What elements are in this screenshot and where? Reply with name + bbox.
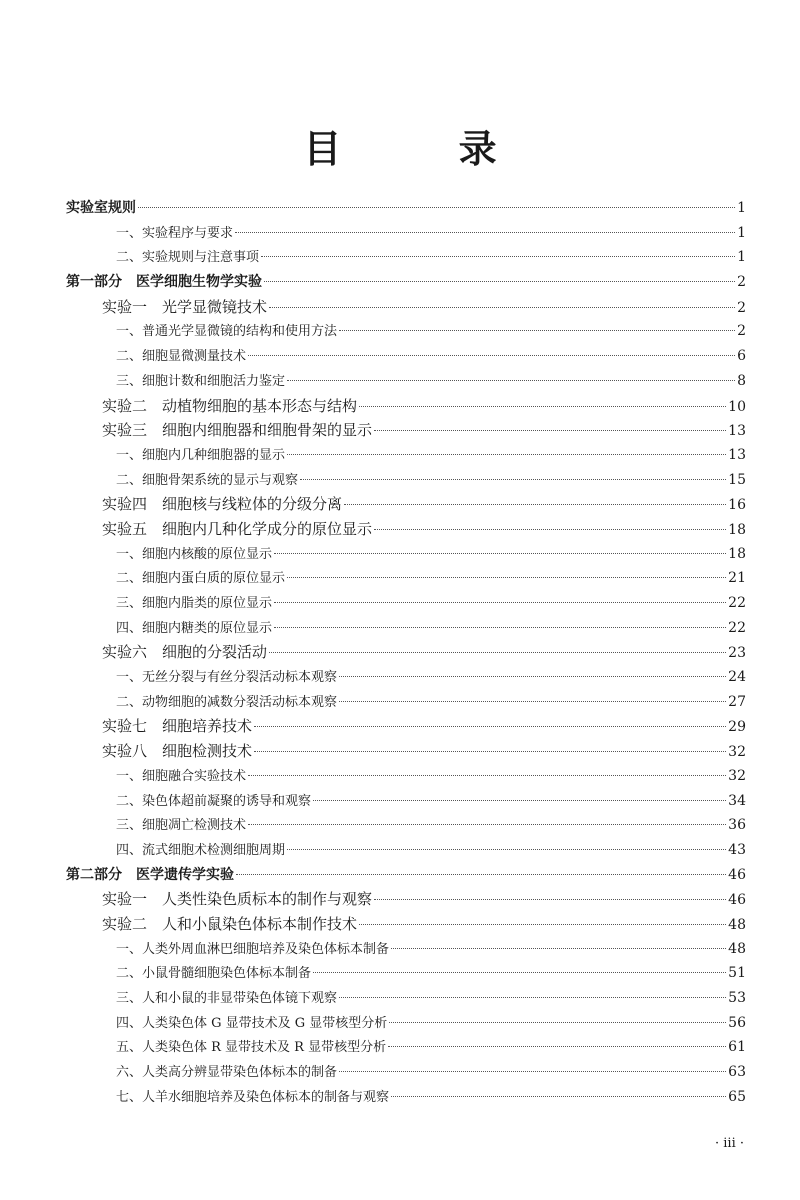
toc-entry-label: 实验一 光学显微镜技术 <box>102 297 268 316</box>
dot-leader <box>254 726 726 727</box>
toc-section-entry[interactable] <box>66 319 746 344</box>
dot-leader <box>359 406 726 407</box>
toc-section-entry[interactable] <box>66 221 746 246</box>
toc-chapter-entry[interactable] <box>66 739 746 764</box>
toc-entry-label: 一、普通光学显微镜的结构和使用方法 <box>116 324 338 340</box>
toc-entry-label: 实验五 细胞内几种化学成分的原位显示 <box>102 519 373 538</box>
toc-chapter-entry[interactable] <box>66 887 746 912</box>
toc-entry-page: 13 <box>728 446 746 463</box>
toc-entry-label: 五、人类染色体 R 显带技术及 R 显带核型分析 <box>116 1040 387 1056</box>
toc-section-entry[interactable] <box>66 764 746 789</box>
dot-leader <box>261 256 735 257</box>
dot-leader <box>388 1046 726 1047</box>
toc-entry-label: 实验二 人和小鼠染色体标本制作技术 <box>102 914 358 933</box>
dot-leader <box>248 824 726 825</box>
toc-entry-label: 第一部分 医学细胞生物学实验 <box>66 274 262 291</box>
toc-entry-page: 1 <box>737 200 746 216</box>
toc-entry-page: 2 <box>737 299 746 316</box>
toc-section-entry[interactable] <box>66 369 746 394</box>
toc-entry-page: 51 <box>728 965 746 982</box>
toc-entry-page: 32 <box>728 767 746 784</box>
toc-entry-page: 2 <box>737 323 746 340</box>
toc-entry-page: 21 <box>728 570 746 587</box>
toc-entry-label: 二、细胞内蛋白质的原位显示 <box>116 571 286 587</box>
toc-section-entry[interactable] <box>66 1085 746 1110</box>
toc-entry-page: 1 <box>737 249 746 266</box>
dot-leader <box>391 948 726 949</box>
dot-leader <box>313 972 726 973</box>
toc-entry-label: 二、细胞显微测量技术 <box>116 349 247 365</box>
dot-leader <box>374 899 726 900</box>
toc-entry-page: 10 <box>728 398 746 415</box>
dot-leader <box>274 602 726 603</box>
toc-entry-label: 六、人类高分辨显带染色体标本的制备 <box>116 1065 338 1081</box>
dot-leader <box>300 479 726 480</box>
toc-section-entry[interactable] <box>66 665 746 690</box>
toc-entry-label: 一、细胞内几种细胞器的显示 <box>116 447 286 463</box>
dot-leader <box>274 627 726 628</box>
toc-entry-label: 第二部分 医学遗传学实验 <box>66 866 234 883</box>
dot-leader <box>339 676 726 677</box>
toc-entry-label: 一、细胞内核酸的原位显示 <box>116 546 273 562</box>
toc-entry-label: 二、小鼠骨髓细胞染色体标本制备 <box>116 966 312 982</box>
dot-leader <box>287 454 726 455</box>
toc-entry-label: 实验八 细胞检测技术 <box>102 742 253 761</box>
toc-section-entry[interactable] <box>66 789 746 814</box>
toc-entry-page: 13 <box>728 423 746 440</box>
toc-entry-page: 53 <box>728 990 746 1006</box>
dot-leader <box>269 652 726 653</box>
toc-entry-label: 一、人类外周血淋巴细胞培养及染色体标本制备 <box>116 941 390 957</box>
toc-entry-label: 二、动物细胞的减数分裂活动标本观察 <box>116 694 338 710</box>
toc-entry-page: 16 <box>728 497 746 514</box>
toc-entry-label: 实验一 人类性染色质标本的制作与观察 <box>102 890 373 909</box>
toc-section-entry[interactable] <box>66 838 746 863</box>
toc-entry-label: 三、细胞凋亡检测技术 <box>116 818 247 834</box>
dot-leader <box>374 430 726 431</box>
toc-chapter-entry[interactable] <box>66 912 746 937</box>
toc-section-entry[interactable] <box>66 443 746 468</box>
dot-leader <box>359 924 726 925</box>
toc-entry-label: 七、人羊水细胞培养及染色体标本的制备与观察 <box>116 1089 390 1105</box>
dot-leader <box>344 504 726 505</box>
toc-entry-label: 一、实验程序与要求 <box>116 225 234 241</box>
toc-chapter-entry[interactable] <box>66 640 746 665</box>
toc-entry-page: 56 <box>728 1014 746 1031</box>
toc-chapter-entry[interactable] <box>66 418 746 443</box>
toc-entry-page: 65 <box>728 1088 746 1105</box>
toc-entry-page: 43 <box>728 841 746 858</box>
toc-entry-label: 二、细胞骨架系统的显示与观察 <box>116 472 299 488</box>
dot-leader <box>254 751 726 752</box>
toc-entry-page: 34 <box>728 792 746 809</box>
dot-leader <box>287 380 735 381</box>
dot-leader <box>389 1022 726 1023</box>
toc-chapter-entry[interactable] <box>66 714 746 739</box>
toc-section-entry[interactable] <box>66 542 746 567</box>
toc-entry-label: 实验室规则 <box>66 200 136 216</box>
toc-chapter-entry[interactable] <box>66 492 746 517</box>
toc-entry-page: 32 <box>728 744 746 761</box>
toc-entry-page: 23 <box>728 645 746 662</box>
toc-entry-label: 实验三 细胞内细胞器和细胞骨架的显示 <box>102 421 373 440</box>
toc-entry-page: 61 <box>728 1039 746 1056</box>
toc-entry-label: 实验六 细胞的分裂活动 <box>102 643 268 662</box>
toc-entry-label: 二、染色体超前凝聚的诱导和观察 <box>116 793 312 809</box>
toc-entry-label: 二、实验规则与注意事项 <box>116 250 260 266</box>
toc-entry-page: 2 <box>737 274 746 291</box>
toc-entry-label: 实验七 细胞培养技术 <box>102 717 253 736</box>
dot-leader <box>313 800 726 801</box>
dot-leader <box>339 997 726 998</box>
toc-entry-page: 1 <box>737 224 746 241</box>
toc-chapter-entry[interactable] <box>66 394 746 419</box>
toc-entry-page: 18 <box>728 521 746 538</box>
toc-chapter-entry[interactable] <box>66 295 746 320</box>
toc-entry-page: 48 <box>728 940 746 957</box>
toc-section-entry[interactable] <box>66 344 746 369</box>
toc-section-entry[interactable] <box>66 986 746 1011</box>
dot-leader <box>287 849 726 850</box>
dot-leader <box>248 355 735 356</box>
dot-leader <box>236 874 726 875</box>
toc-entry-label: 四、流式细胞术检测细胞周期 <box>116 842 286 858</box>
toc-section-entry[interactable] <box>66 468 746 493</box>
toc-section-entry[interactable] <box>66 245 746 270</box>
toc-entry-page: 15 <box>728 471 746 488</box>
toc-part-entry[interactable] <box>66 863 746 888</box>
toc-entry-page: 46 <box>728 892 746 909</box>
toc-entry-page: 22 <box>728 595 746 611</box>
toc-part-entry[interactable] <box>66 196 746 221</box>
toc-entry-page: 22 <box>728 619 746 636</box>
dot-leader <box>274 553 726 554</box>
toc-entry-label: 四、细胞内糖类的原位显示 <box>116 620 273 636</box>
toc-section-entry[interactable] <box>66 813 746 838</box>
toc-entry-label: 三、细胞计数和细胞活力鉴定 <box>116 373 286 389</box>
toc-list <box>66 196 746 1109</box>
toc-section-entry[interactable] <box>66 1035 746 1060</box>
dot-leader <box>374 529 726 530</box>
toc-entry-page: 48 <box>728 916 746 933</box>
dot-leader <box>339 1071 726 1072</box>
dot-leader <box>138 207 735 208</box>
toc-entry-page: 24 <box>728 669 746 686</box>
page-number: · iii · <box>714 1136 744 1151</box>
toc-entry-label: 四、人类染色体 G 显带技术及 G 显带核型分析 <box>116 1015 388 1031</box>
toc-entry-page: 8 <box>737 372 746 389</box>
toc-section-entry[interactable] <box>66 591 746 616</box>
toc-entry-label: 实验四 细胞核与线粒体的分级分离 <box>102 495 343 514</box>
dot-leader <box>269 307 735 308</box>
toc-entry-page: 46 <box>728 866 746 883</box>
toc-entry-label: 实验二 动植物细胞的基本形态与结构 <box>102 396 358 415</box>
toc-entry-page: 27 <box>728 693 746 710</box>
toc-entry-page: 63 <box>728 1064 746 1081</box>
dot-leader <box>248 775 726 776</box>
toc-entry-page: 29 <box>728 719 746 736</box>
toc-chapter-entry[interactable] <box>66 517 746 542</box>
toc-part-entry[interactable] <box>66 270 746 295</box>
toc-section-entry[interactable] <box>66 616 746 641</box>
toc-section-entry[interactable] <box>66 937 746 962</box>
dot-leader <box>287 577 726 578</box>
dot-leader <box>391 1096 726 1097</box>
toc-entry-page: 18 <box>728 545 746 562</box>
dot-leader <box>264 281 735 282</box>
toc-entry-page: 36 <box>728 817 746 834</box>
dot-leader <box>235 232 735 233</box>
toc-entry-label: 一、细胞融合实验技术 <box>116 768 247 784</box>
toc-entry-page: 6 <box>737 348 746 365</box>
toc-section-entry[interactable] <box>66 566 746 591</box>
toc-entry-label: 一、无丝分裂与有丝分裂活动标本观察 <box>116 670 338 686</box>
toc-section-entry[interactable] <box>66 961 746 986</box>
dot-leader <box>339 701 726 702</box>
dot-leader <box>339 330 735 331</box>
toc-entry-label: 三、细胞内脂类的原位显示 <box>116 596 273 611</box>
toc-entry-label: 三、人和小鼠的非显带染色体镜下观察 <box>116 991 338 1006</box>
toc-section-entry[interactable] <box>66 690 746 715</box>
toc-section-entry[interactable] <box>66 1011 746 1036</box>
page-title: 目 录 <box>303 127 549 171</box>
toc-section-entry[interactable] <box>66 1060 746 1085</box>
